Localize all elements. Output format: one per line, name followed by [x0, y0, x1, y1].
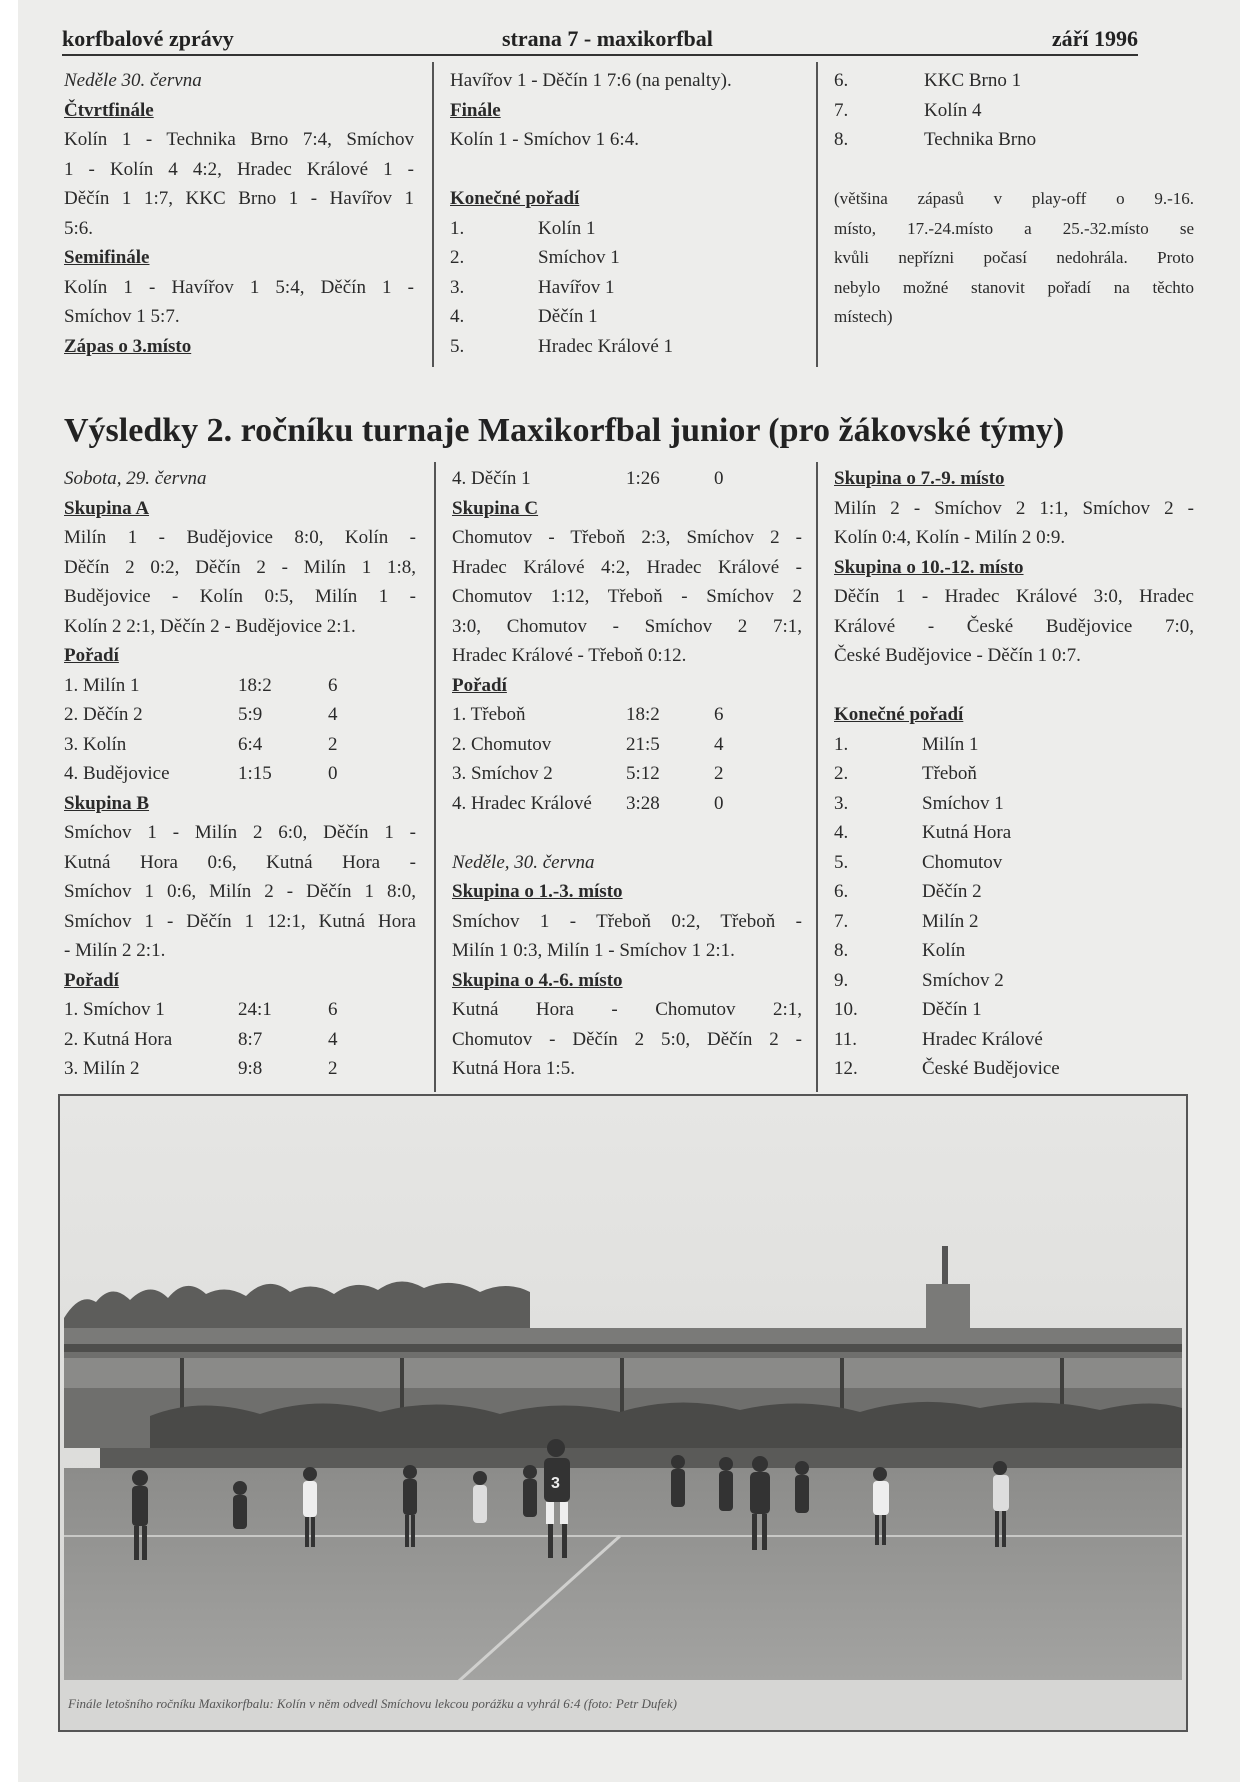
photo-caption: Finále letošního ročníku Maxikorfbalu: Kolín v něm odvedl Smíchovu lekcou porážku a vyhrál 6:4 (foto: Petr Dufek)	[68, 1696, 677, 1711]
rank-row: 10. Děčín 1	[834, 999, 982, 1020]
rank-row: 1. Milín 1	[834, 733, 979, 755]
column-rule	[434, 462, 436, 1092]
section-heading: Skupina o 7.-9. místo	[834, 468, 1005, 489]
rank-row: 6. KKC Brno 1	[834, 70, 1022, 91]
result-line: Děčín 2 0:2, Děčín 2 - Milín 1 1:8,	[64, 556, 416, 578]
rank-row: 3. Smíchov 1	[834, 792, 1004, 814]
result-line: Kolín 1 - Technika Brno 7:4, Smíchov	[64, 129, 414, 150]
section-heading: Skupina B	[64, 792, 150, 814]
result-line: Kutná Hora - Chomutov 2:1,	[452, 999, 802, 1020]
rank-row: 9. Smíchov 2	[834, 969, 1004, 991]
section-heading: Konečné pořadí	[834, 704, 964, 725]
rank-row: 1. Kolín 1	[450, 217, 596, 239]
result-line: Kolín 2 2:1, Děčín 2 - Budějovice 2:1.	[64, 615, 356, 637]
result-line: Smíchov 1 - Třeboň 0:2, Třeboň -	[452, 910, 802, 932]
rank-row: 4. Kutná Hora	[834, 822, 1012, 843]
header-page: strana 7 - maxikorfbal	[502, 26, 713, 51]
result-line: Děčín 1 1:7, KKC Brno 1 - Havířov 1	[64, 188, 414, 209]
section-heading: Skupina A	[64, 497, 150, 519]
result-line: Kolín 1 - Smíchov 1 6:4.	[450, 129, 639, 150]
header-rule	[62, 54, 1138, 56]
result-line: Milín 2 - Smíchov 2 1:1, Smíchov 2 -	[834, 497, 1194, 519]
note-line: nebylo možné stanovit pořadí na těchto	[834, 277, 1194, 297]
result-line: Kolín 0:4, Kolín - Milín 2 0:9.	[834, 527, 1066, 548]
column-rule	[816, 462, 818, 1092]
junior-col-3	[834, 464, 1194, 1084]
shirt-number: 3	[551, 1475, 560, 1492]
rank-row: 6. Děčín 2	[834, 881, 982, 902]
result-line: 3:0, Chomutov - Smíchov 2 7:1,	[452, 615, 802, 637]
standing-row: 2. Kutná Hora 8:7 4	[64, 1028, 338, 1050]
standing-row: 3. Milín 2 9:8 2	[64, 1058, 338, 1079]
result-line: Smíchov 1 5:7.	[64, 306, 180, 327]
section-heading: Konečné pořadí	[450, 188, 580, 209]
result-line: - Milín 2 2:1.	[64, 940, 166, 961]
column-rule	[816, 62, 818, 367]
standing-row: 2. Děčín 2 5:9 4	[64, 704, 338, 725]
section-heading: Semifinále	[64, 247, 150, 268]
match-photo	[58, 1094, 1188, 1732]
running-header	[62, 26, 1138, 54]
note-line: (většina zápasů v play-off o 9.-16.	[834, 189, 1194, 208]
standing-row: 2. Chomutov 21:5 4	[452, 733, 724, 755]
note-line: kvůli nepřízni počasí nedohrála. Proto	[834, 248, 1194, 267]
rank-row: 12. České Budějovice	[834, 1058, 1060, 1079]
junior-col-1	[64, 464, 416, 1084]
rank-row: 5. Chomutov	[834, 851, 1003, 873]
rank-row: 3. Havířov 1	[450, 276, 615, 298]
junior-col-2	[452, 464, 802, 1084]
result-line: Smíchov 1 - Děčín 1 12:1, Kutná Hora	[64, 910, 416, 932]
standing-row: 4. Budějovice 1:15 0	[64, 763, 338, 784]
result-line: Kutná Hora 1:5.	[452, 1058, 575, 1079]
rank-row: 7. Kolín 4	[834, 99, 982, 121]
section-heading: Zápas o 3.místo	[64, 335, 192, 357]
rank-row: 11. Hradec Králové	[834, 1028, 1043, 1050]
standing-row: 4. Děčín 1 1:26 0	[452, 468, 724, 489]
result-line: Hradec Králové - Třeboň 0:12.	[452, 645, 687, 666]
result-line: Kutná Hora 0:6, Kutná Hora -	[64, 851, 416, 873]
standing-row: 3. Kolín 6:4 2	[64, 733, 338, 755]
section-heading: Skupina o 4.-6. místo	[452, 969, 623, 991]
result-line: Chomutov - Třeboň 2:3, Smíchov 2 -	[452, 527, 802, 548]
result-line: Milín 1 - Budějovice 8:0, Kolín -	[64, 527, 416, 548]
result-line: Smíchov 1 0:6, Milín 2 - Děčín 1 8:0,	[64, 881, 416, 902]
result-line: Hradec Králové 4:2, Hradec Králové -	[452, 556, 802, 578]
section-heading: Pořadí	[64, 645, 119, 666]
standing-row: 1. Milín 1 18:2 6	[64, 674, 338, 696]
result-line: Milín 1 0:3, Milín 1 - Smíchov 1 2:1.	[452, 940, 735, 961]
note-line: místo, 17.-24.místo a 25.-32.místo se	[834, 218, 1194, 238]
result-line: Smíchov 1 - Milín 2 6:0, Děčín 1 -	[64, 822, 416, 843]
rank-row: 8. Technika Brno	[834, 129, 1037, 150]
result-line: 5:6.	[64, 217, 94, 239]
date-line: Sobota, 29. června	[64, 468, 207, 489]
result-line: České Budějovice - Děčín 1 0:7.	[834, 645, 1081, 666]
section-heading: Pořadí	[452, 674, 507, 696]
top-col-2	[450, 66, 800, 361]
rank-row: 8. Kolín	[834, 940, 966, 961]
result-line: Budějovice - Kolín 0:5, Milín 1 -	[64, 586, 416, 607]
header-date: září 1996	[1051, 26, 1138, 51]
match-photo-image	[60, 1096, 1186, 1730]
section-heading: Skupina o 1.-3. místo	[452, 881, 623, 902]
top-col-1	[64, 66, 414, 361]
rank-row: 7. Milín 2	[834, 910, 979, 932]
result-line: Králové - České Budějovice 7:0,	[834, 615, 1194, 637]
result-line: Chomutov - Děčín 2 5:0, Děčín 2 -	[452, 1028, 802, 1050]
note-line: místech)	[834, 307, 893, 326]
standing-row: 1. Třeboň 18:2 6	[452, 704, 724, 725]
section-heading: Pořadí	[64, 969, 119, 991]
date-line: Neděle 30. června	[64, 70, 202, 91]
top-col-3	[834, 66, 1194, 332]
rank-row: 5. Hradec Králové 1	[450, 335, 674, 357]
article-title: Výsledky 2. ročníku turnaje Maxikorfbal junior (pro žákovské týmy)	[64, 412, 1065, 449]
section-heading: Skupina o 10.-12. místo	[834, 556, 1024, 578]
header-publication: korfbalové zprávy	[62, 26, 234, 51]
standing-row: 4. Hradec Králové 3:28 0	[452, 792, 724, 814]
rank-row: 2. Třeboň	[834, 763, 977, 784]
date-line: Neděle, 30. června	[452, 851, 595, 873]
standing-row: 1. Smíchov 1 24:1 6	[64, 999, 338, 1020]
rank-row: 4. Děčín 1	[450, 306, 598, 327]
column-rule	[432, 62, 434, 367]
section-heading: Skupina C	[452, 497, 539, 519]
result-line: Havířov 1 - Děčín 1 7:6 (na penalty).	[450, 70, 732, 91]
section-heading: Finále	[450, 99, 501, 121]
rank-row: 2. Smíchov 1	[450, 247, 620, 268]
result-line: Chomutov 1:12, Třeboň - Smíchov 2	[452, 586, 802, 607]
result-line: Kolín 1 - Havířov 1 5:4, Děčín 1 -	[64, 276, 414, 298]
result-line: 1 - Kolín 4 4:2, Hradec Králové 1 -	[64, 158, 414, 180]
result-line: Děčín 1 - Hradec Králové 3:0, Hradec	[834, 586, 1194, 607]
standing-row: 3. Smíchov 2 5:12 2	[452, 763, 724, 784]
section-heading: Čtvrtfinále	[64, 99, 154, 121]
